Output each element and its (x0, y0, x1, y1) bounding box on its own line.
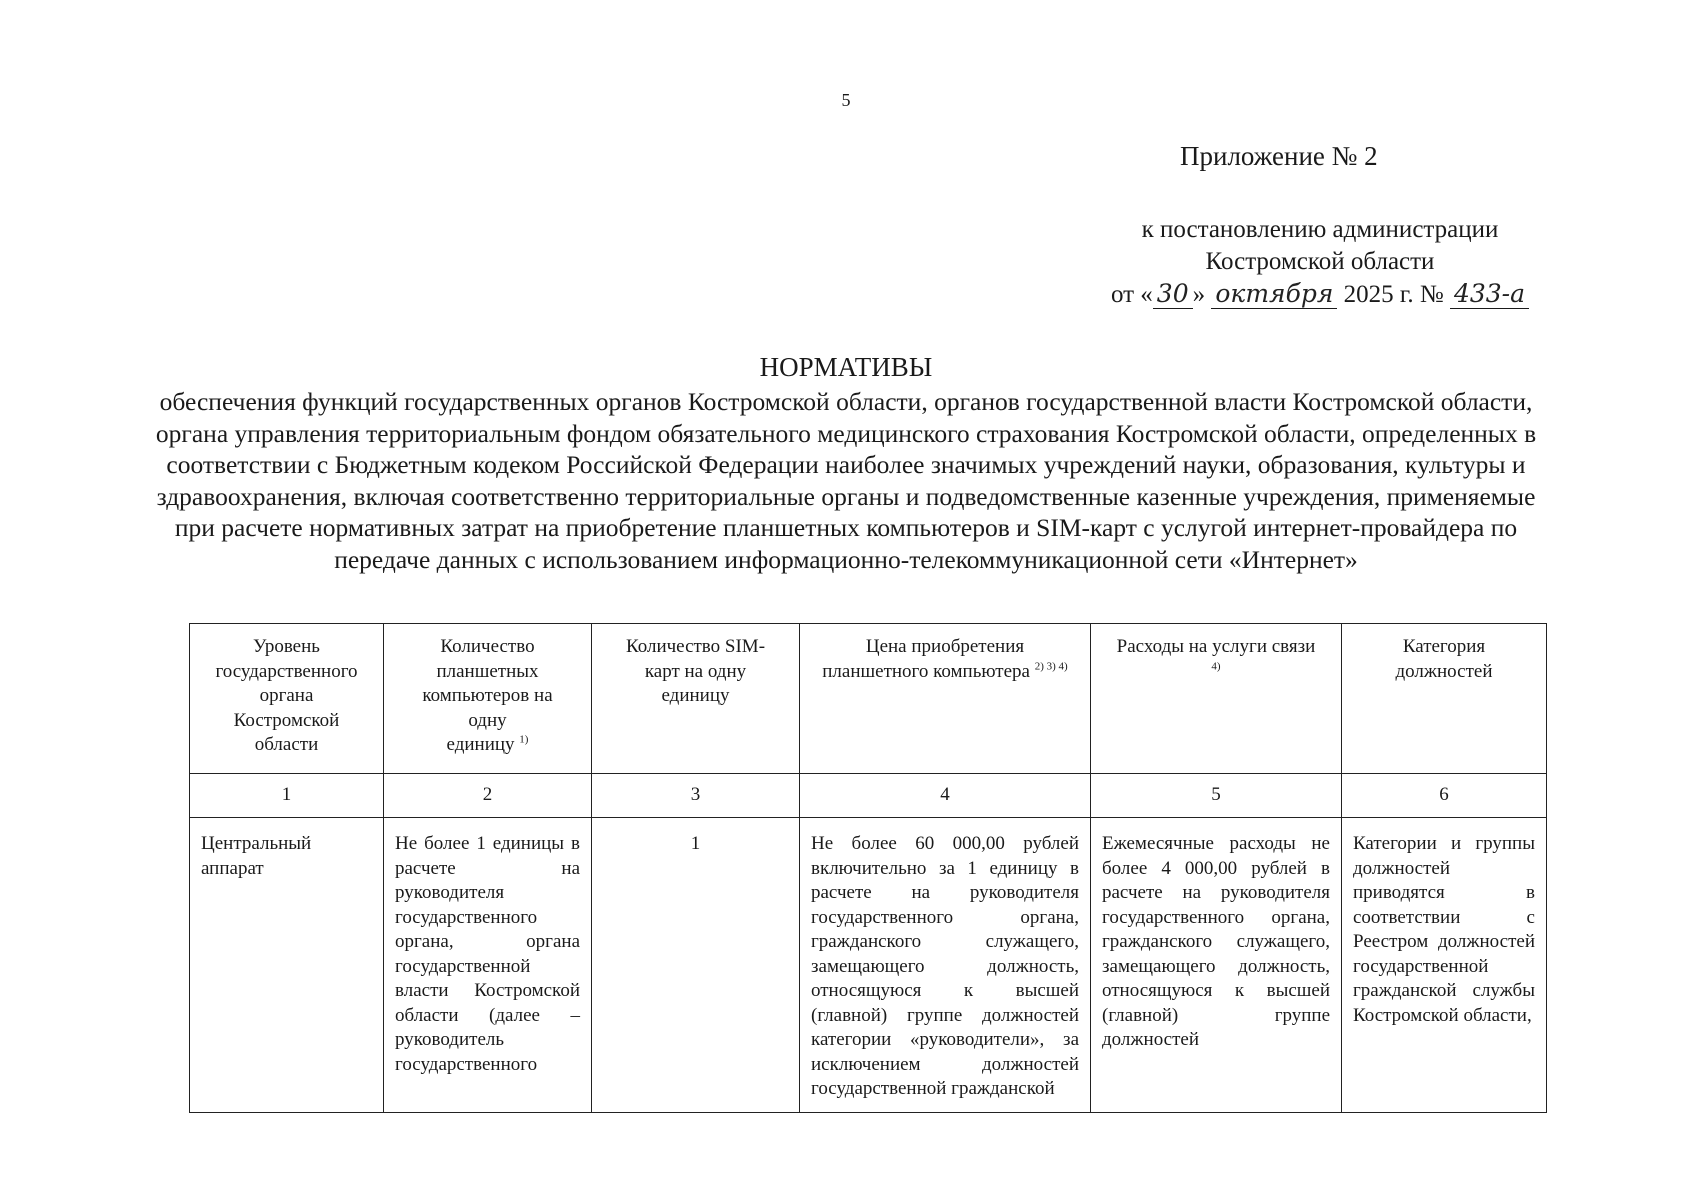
page-number: 5 (841, 90, 851, 110)
footnote-mark: 4) (1211, 660, 1221, 673)
document-title: НОРМАТИВЫ (759, 352, 933, 382)
table-header-row (190, 624, 1547, 774)
date-mid: » (1192, 281, 1206, 308)
cell-sim-cards: 1 (592, 818, 800, 1113)
header-cell-category: Категория должностей (1342, 624, 1547, 774)
column-number: 1 (190, 774, 384, 818)
cell-level: Центральный аппарат (190, 818, 384, 1113)
column-number: 6 (1342, 774, 1547, 818)
header-cell-price: Цена приобретения планшетного компьютера $^{2) 3) 4)}$ (800, 624, 1091, 774)
document-subtitle: обеспечения функций государственных органов Костромской области, органов государственной власти Костромской области, органа управления территориальным фондом обязательного медицинского страхования Костромской области, определенных в соответствии с Бюджетным кодеком Российской Федерации наиболее значимых учреждений науки, образования, культуры и здравоохранения, включая соответственно территориальные органы и подведомственные казенные учреждения, применяемые при расчете нормативных затрат на приобретение планшетных компьютеров и SIM-карт с услугой интернет-провайдера по передаче данных с использованием информационно-телекоммуникационной сети «Интернет» (155, 387, 1537, 574)
header-cell-sim-cards: Количество SIM- карт на одну единицу (592, 624, 800, 774)
header-cell-level: Уровень государственного органа Костромской области (190, 624, 384, 774)
column-number: 4 (800, 774, 1091, 818)
date-prefix: от « (1110, 281, 1153, 308)
header-cell-tablets: Количество планшетных компьютеров на одну единицу $^{1)}$ (384, 624, 592, 774)
handwritten-day: 30 (1153, 279, 1193, 309)
footnote-mark: 2) 3) 4) (1034, 660, 1068, 673)
column-number: 5 (1091, 774, 1342, 818)
resolution-line-2: Костромской области (1205, 248, 1435, 275)
norms-table (189, 623, 1547, 1113)
appendix-title: Приложение № 2 (1180, 141, 1378, 171)
table-row (190, 818, 1547, 1113)
column-number: 3 (592, 774, 800, 818)
column-numbers-row (190, 774, 1547, 818)
resolution-date-line (1060, 278, 1580, 311)
handwritten-number: 433-а (1450, 279, 1529, 309)
resolution-line-1: к постановлению администрации (1141, 216, 1499, 243)
resolution-reference (1060, 214, 1580, 311)
cell-category: Категории и группы должностей приводятся в соответствии с Реестром должностей государственной гражданской службы Костромской области, (1342, 818, 1547, 1113)
column-number: 2 (384, 774, 592, 818)
cell-communication: Ежемесячные расходы не более 4 000,00 рублей в расчете на руководителя государственного органа, гражданского служащего, замещающего должность, относящуюся к высшей (главной) группе должностей (1091, 818, 1342, 1113)
header-cell-communication: Расходы на услуги связи $^{4)}$ (1091, 624, 1342, 774)
handwritten-month: октября (1211, 279, 1337, 309)
date-year: 2025 г. № (1343, 281, 1444, 308)
footnote-mark: 1) (519, 733, 529, 746)
cell-price: Не более 60 000,00 рублей включительно за 1 единицу в расчете на руководителя государственного органа, гражданского служащего, замещающего должность, относящуюся к высшей (главной) группе должностей категории «руководители», за исключением должностей государственной гражданской (800, 818, 1091, 1113)
cell-tablets: Не более 1 единицы в расчете на руководителя государственного органа, органа государственной власти Костромской области (далее – руководитель государственного (384, 818, 592, 1113)
